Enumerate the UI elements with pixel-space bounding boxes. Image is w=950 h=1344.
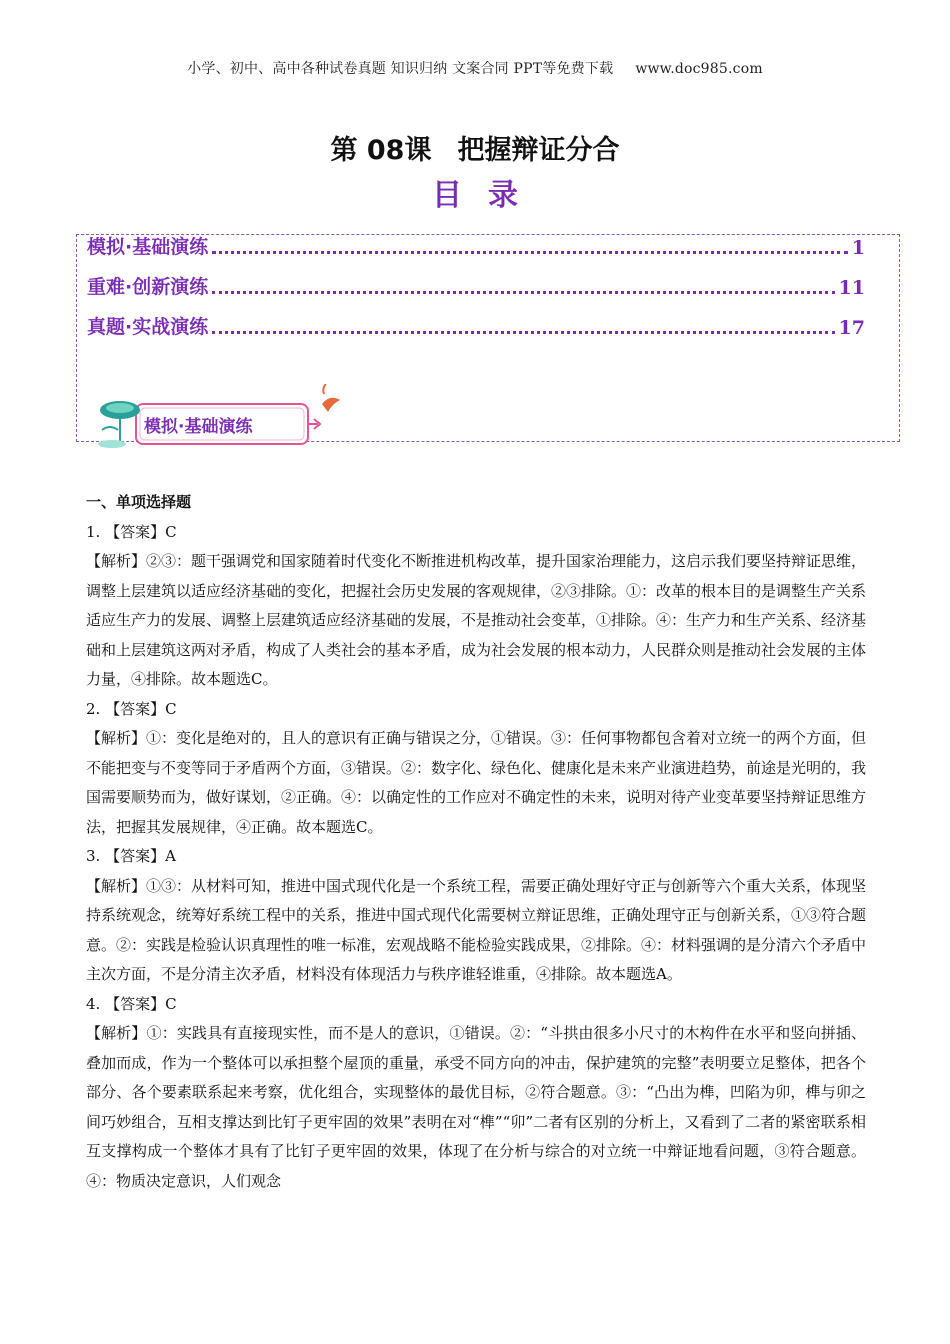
answer-content bbox=[86, 488, 866, 1196]
toc-leader-dots bbox=[212, 331, 834, 334]
analysis-paragraph-2: 【解析】①：变化是绝对的，且人的意识有正确与错误之分，①错误。③：任何事物都包含着对立统一的两个方面，但不能把变与不变等同于矛盾两个方面，③错误。②：数字化、绿色化、健康化是未来产业演进趋势，前途是光明的，我国需要顺势而为，做好谋划，②正确。④：以确定性的工作应对不确定性的未来，说明对待产业变革要坚持辩证思维方法，把握其发展规律，④正确。故本题选C。 bbox=[86, 729, 867, 836]
section-heading: 一、单项选择题 bbox=[86, 493, 192, 511]
header-website: www.doc985.com bbox=[635, 61, 763, 77]
toc-heading: 目录 bbox=[432, 178, 544, 213]
toc-item-page: 1 bbox=[851, 237, 865, 259]
toc-item-practice[interactable] bbox=[87, 311, 865, 339]
analysis-paragraph-3: 【解析】①③：从材料可知，推进中国式现代化是一个系统工程，需要正确处理好守正与创新等六个重大关系，体现坚持系统观念，统筹好系统工程中的关系，推进中国式现代化需要树立辩证思维，正确处理守正与创新关系，①③符合题意。②：实践是检验认识真理性的唯一标准，宏观战略不能检验实践成果，②排除。④：材料强调的是分清六个矛盾中主次方面，不是分清主次矛盾，材料没有体现活力与秩序谁轻谁重，④排除。故本题选A。 bbox=[86, 876, 867, 983]
toc-leader-dots bbox=[212, 251, 848, 254]
banner-label: 模拟·基础演练 bbox=[144, 417, 253, 437]
toc-leader-dots bbox=[212, 291, 834, 294]
toc-item-label: 真题·实战演练 bbox=[87, 316, 209, 338]
answer-line-4: 4. 【答案】C bbox=[86, 994, 177, 1013]
section-banner bbox=[96, 384, 346, 454]
answer-line-1: 1. 【答案】C bbox=[86, 522, 177, 541]
page-header bbox=[0, 58, 950, 78]
toc-item-innovation[interactable] bbox=[87, 271, 865, 299]
page-title bbox=[0, 128, 950, 167]
answer-line-3: 3. 【答案】A bbox=[86, 847, 176, 865]
toc-item-page: 17 bbox=[838, 317, 865, 339]
lotus-leaf-icon bbox=[98, 401, 140, 448]
toc-item-label: 模拟·基础演练 bbox=[87, 236, 209, 258]
koi-fish-icon bbox=[322, 384, 340, 412]
analysis-paragraph-4: 【解析】①：实践具有直接现实性，而不是人的意识，①错误。②：“斗拱由很多小尺寸的木构件在水平和竖向拼插、叠加而成，作为一个整体可以承担整个屋顶的重量，承受不同方向的冲击，保护建筑的完整”表明要立足整体，把各个部分、各个要素联系起来考察，优化组合，实现整体的最优目标，②符合题意。③：“凸出为榫，凹陷为卯，榫与卯之间巧妙组合，互相支撑达到比钉子更牢固的效果”表明在对“榫”“卯”二者有区别的分析上，又看到了二者的紧密联系相互支撑构成一个整体才具有了比钉子更牢固的效果，体现了在分析与综合的对立统一中辩证地看问题，③符合题意。④：物质决定意识，人们观念 bbox=[86, 1024, 866, 1190]
answer-line-2: 2. 【答案】C bbox=[86, 699, 177, 718]
lesson-name: 把握辩证分合 bbox=[457, 135, 620, 166]
analysis-paragraph-1: 【解析】②③：题干强调党和国家随着时代变化不断推进机构改革，提升国家治理能力，这启示我们要坚持辩证思维，调整上层建筑以适应经济基础的变化，把握社会历史发展的客观规律，②③排除。①：改革的根本目的是调整生产关系适应生产力的发展、调整上层建筑适应经济基础的发展，不是推动社会变革，①排除。④：生产力和生产关系、经济基础和上层建筑这两对矛盾，构成了人类社会的基本矛盾，成为社会发展的根本动力，人民群众则是推动社会发展的主体力量，④排除。故本题选C。 bbox=[86, 552, 867, 688]
header-left-text: 小学、初中、高中各种试卷真题 知识归纳 文案合同 PPT等免费下载 bbox=[187, 61, 614, 77]
toc-item-page: 11 bbox=[838, 277, 865, 299]
toc-item-basic[interactable] bbox=[87, 231, 865, 259]
lesson-number: 第 08课 bbox=[330, 135, 432, 166]
toc-item-label: 重难·创新演练 bbox=[87, 276, 209, 298]
